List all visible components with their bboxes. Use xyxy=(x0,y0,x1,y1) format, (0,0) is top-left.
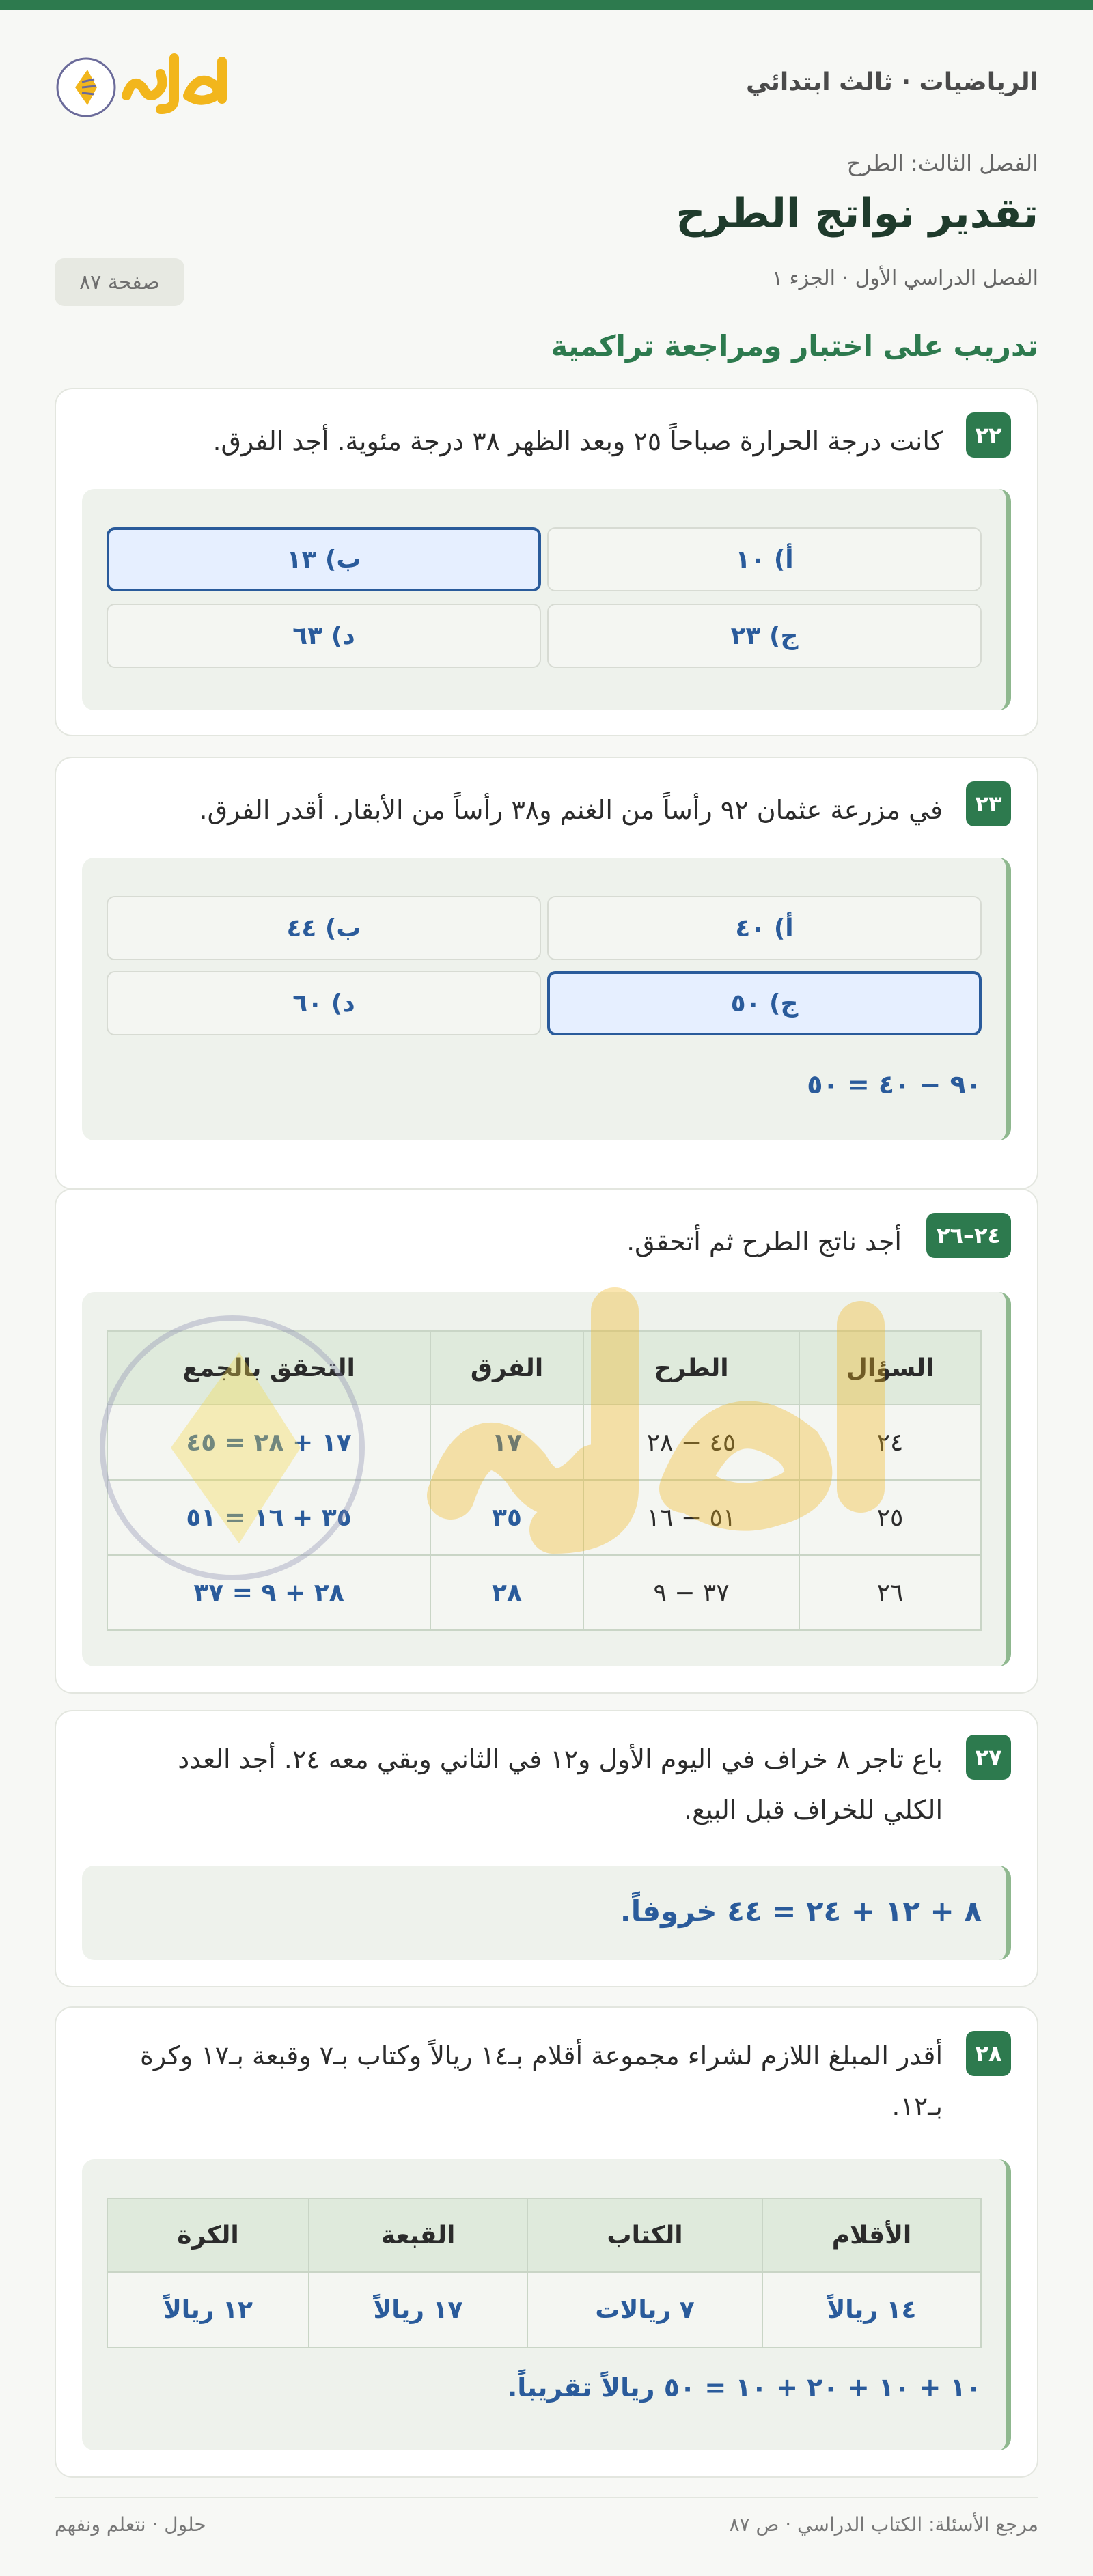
question-card-22 xyxy=(55,388,1038,736)
header-pens: الأقلام xyxy=(762,2198,981,2272)
table-row xyxy=(107,2272,981,2347)
header-subtraction: الطرح xyxy=(583,1331,799,1405)
cell-subtraction: ٥١ − ١٦ xyxy=(583,1480,799,1555)
question-number: ٢٨ xyxy=(966,2031,1011,2076)
page-header xyxy=(55,41,1038,130)
header-book: الكتاب xyxy=(527,2198,762,2272)
header-question: السؤال xyxy=(799,1331,981,1405)
table-row xyxy=(107,1405,981,1480)
answer-box xyxy=(82,1866,1011,1960)
option-a[interactable]: أ) ٤٠ xyxy=(547,896,982,960)
question-card-27 xyxy=(55,1710,1038,1987)
option-d[interactable]: د) ٦٠ xyxy=(107,971,541,1035)
subtraction-table xyxy=(107,1330,982,1631)
breadcrumb[interactable]: الرياضيات · ثالث ابتدائي xyxy=(745,68,1038,96)
option-b-selected[interactable]: ب) ١٣ xyxy=(107,527,541,591)
question-text-line-1: باع تاجر ٨ خراف في اليوم الأول و١٢ في الثاني وبقي معه ٢٤. أجد العدد xyxy=(178,1744,943,1774)
logo-icon xyxy=(55,41,253,130)
cell-check: ٢٨ + ٩ = ٣٧ xyxy=(107,1555,430,1630)
answer-box xyxy=(82,2159,1011,2450)
question-text: كانت درجة الحرارة صباحاً ٢٥ وبعد الظهر ٣٨ درجة مئوية. أجد الفرق. xyxy=(212,426,943,456)
option-c-selected[interactable]: ج) ٥٠ xyxy=(547,971,982,1035)
cell-hat-price: ١٧ ريالاً xyxy=(309,2272,527,2347)
question-text: في مزرعة عثمان ٩٢ رأساً من الغنم و٣٨ رأساً من الأبقار. أقدر الفرق. xyxy=(199,795,943,825)
lesson-title-block xyxy=(55,150,1038,307)
term-label: الفصل الدراسي الأول · الجزء ١ xyxy=(771,266,1038,290)
cell-question: ٢٥ xyxy=(799,1480,981,1555)
question-number: ٢٧ xyxy=(966,1735,1011,1780)
estimate-equation: ١٠ + ١٠ + ٢٠ + ١٠ = ٥٠ ريالاً تقريباً. xyxy=(507,2372,982,2403)
table-header-row xyxy=(107,2198,981,2272)
page-footer xyxy=(55,2513,1038,2554)
question-text: أجد ناتج الطرح ثم أتحقق. xyxy=(626,1227,902,1257)
option-b[interactable]: ب) ٤٤ xyxy=(107,896,541,960)
cell-difference: ١٧ xyxy=(430,1405,583,1480)
option-d[interactable]: د) ٦٣ xyxy=(107,604,541,668)
question-number: ٢٤–٢٦ xyxy=(926,1213,1011,1258)
question-text-line-2: بـ١٢. xyxy=(891,2091,943,2121)
answer-equation: ٨ + ١٢ + ٢٤ = ٤٤ خروفاً. xyxy=(620,1894,982,1928)
section-heading: تدريب على اختبار ومراجعة تراكمية xyxy=(551,329,1038,363)
cell-ball-price: ١٢ ريالاً xyxy=(107,2272,309,2347)
answer-box xyxy=(82,489,1011,710)
prices-table xyxy=(107,2198,982,2348)
header-ball: الكرة xyxy=(107,2198,309,2272)
footer-brand[interactable]: حلول · نتعلم ونفهم xyxy=(55,2513,206,2536)
cell-question: ٢٦ xyxy=(799,1555,981,1630)
question-text-line-2: الكلي للخراف قبل البيع. xyxy=(684,1795,943,1825)
cell-question: ٢٤ xyxy=(799,1405,981,1480)
cell-subtraction: ٣٧ − ٩ xyxy=(583,1555,799,1630)
question-card-24-26 xyxy=(55,1188,1038,1694)
cell-difference: ٣٥ xyxy=(430,1480,583,1555)
option-c[interactable]: ج) ٢٣ xyxy=(547,604,982,668)
footer-reference: مرجع الأسئلة: الكتاب الدراسي · ص ٨٧ xyxy=(729,2513,1038,2536)
question-number: ٢٢ xyxy=(966,412,1011,458)
option-a[interactable]: أ) ١٠ xyxy=(547,527,982,591)
chapter-label: الفصل الثالث: الطرح xyxy=(846,150,1038,176)
hulul-logo[interactable] xyxy=(55,41,253,130)
cell-book-price: ٧ ريالات xyxy=(527,2272,762,2347)
cell-subtraction: ٤٥ − ٢٨ xyxy=(583,1405,799,1480)
question-card-28 xyxy=(55,2006,1038,2478)
table-row xyxy=(107,1555,981,1630)
table-row xyxy=(107,1480,981,1555)
page-number-badge: صفحة ٨٧ xyxy=(55,258,184,306)
question-text-line-1: أقدر المبلغ اللازم لشراء مجموعة أقلام بـ١٤ ريالاً وكتاب بـ٧ وقبعة بـ١٧ وكرة xyxy=(139,2041,943,2071)
top-accent-bar xyxy=(0,0,1093,10)
header-hat: القبعة xyxy=(309,2198,527,2272)
header-check: التحقق بالجمع xyxy=(107,1331,430,1405)
working-equation: ٩٠ − ٤٠ = ٥٠ xyxy=(807,1069,982,1100)
answer-box xyxy=(82,858,1011,1140)
page-title: تقدير نواتج الطرح xyxy=(676,190,1038,238)
table-header-row xyxy=(107,1331,981,1405)
cell-check: ٣٥ + ١٦ = ٥١ xyxy=(107,1480,430,1555)
cell-difference: ٢٨ xyxy=(430,1555,583,1630)
question-number: ٢٣ xyxy=(966,781,1011,826)
cell-check: ١٧ + ٢٨ = ٤٥ xyxy=(107,1405,430,1480)
question-card-23 xyxy=(55,757,1038,1190)
cell-pens-price: ١٤ ريالاً xyxy=(762,2272,981,2347)
answer-box xyxy=(82,1292,1011,1666)
header-difference: الفرق xyxy=(430,1331,583,1405)
footer-divider xyxy=(55,2497,1038,2498)
